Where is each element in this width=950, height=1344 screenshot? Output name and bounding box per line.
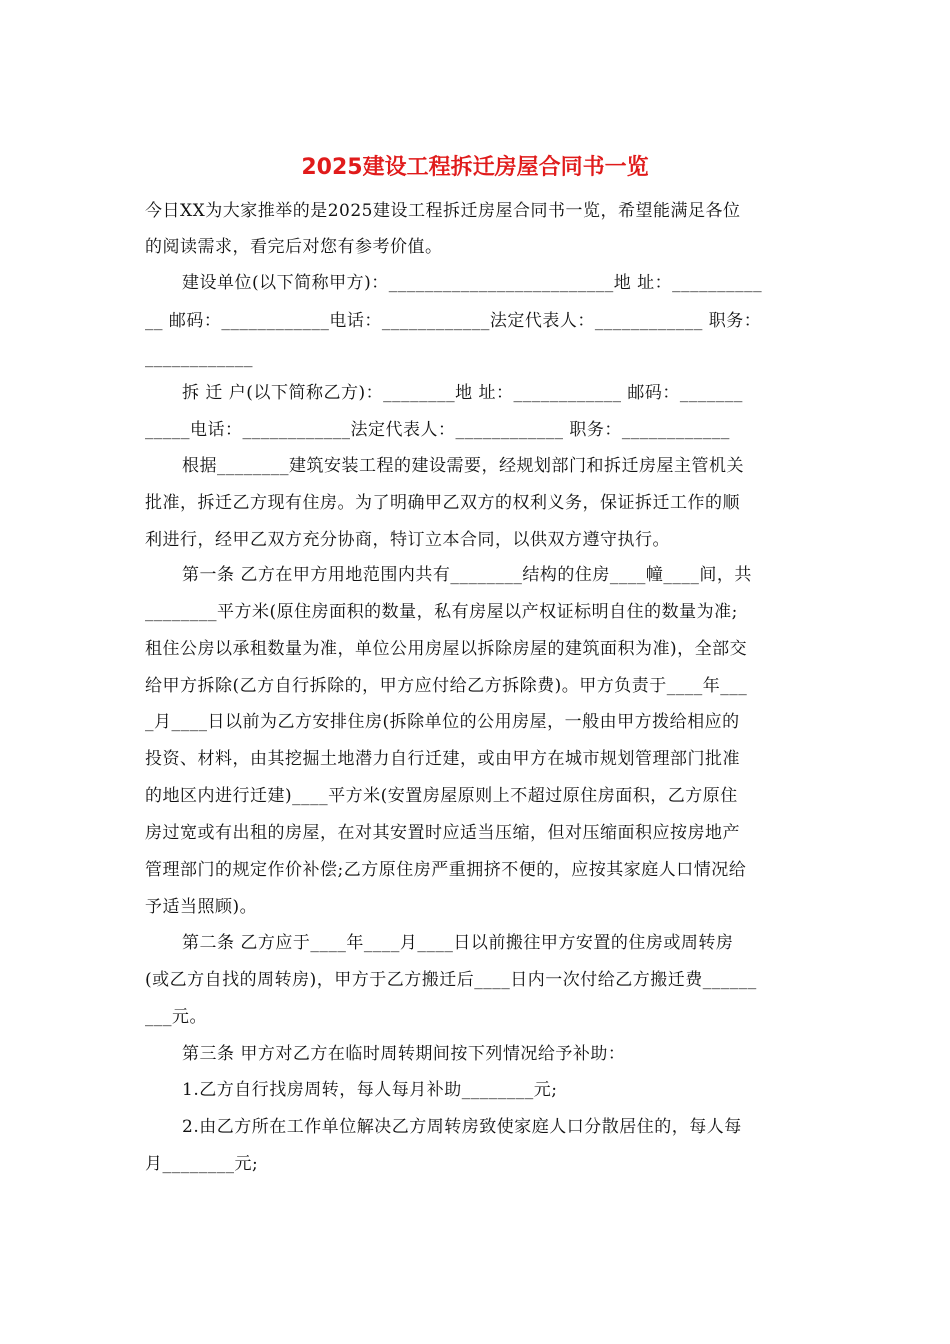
- paragraph-line: 批准，拆迁乙方现有住房。为了明确甲乙双方的权利义务，保证拆迁工作的顺: [145, 493, 740, 513]
- paragraph-line: __ 邮码：____________电话：____________法定代表人：____________ 职务：: [145, 311, 762, 331]
- paragraph-line: 拆 迁 户(以下简称乙方)：________地 址：____________ 邮码：_______: [182, 383, 743, 403]
- paragraph-line: ___元。: [145, 1007, 207, 1027]
- paragraph-line: _____电话：____________法定代表人：____________ 职务：____________: [145, 420, 730, 440]
- paragraph-line: 房过宽或有出租的房屋，在对其安置时应适当压缩，但对压缩面积应按房地产: [145, 823, 740, 843]
- paragraph-line: 第三条 甲方对乙方在临时周转期间按下列情况给予补助：: [182, 1044, 626, 1064]
- paragraph-line: 今日XX为大家推举的是2025建设工程拆迁房屋合同书一览，希望能满足各位: [145, 201, 741, 221]
- paragraph-line: ________平方米(原住房面积的数量，私有房屋以产权证标明自住的数量为准;: [145, 602, 738, 622]
- paragraph-line: 租住公房以承租数量为准，单位公用房屋以拆除房屋的建筑面积为准)，全部交: [145, 639, 748, 659]
- paragraph-line: 利进行，经甲乙双方充分协商，特订立本合同，以供双方遵守执行。: [145, 530, 670, 550]
- paragraph-line: 第一条 乙方在甲方用地范围内共有________结构的住房____幢____间，共: [182, 565, 752, 585]
- paragraph-line: 第二条 乙方应于____年____月____日以前搬往甲方安置的住房或周转房: [182, 933, 734, 953]
- paragraph-line: 根据________建筑安装工程的建设需要，经规划部门和拆迁房屋主管机关: [182, 456, 744, 476]
- paragraph-line: ____________: [145, 348, 253, 368]
- paragraph-line: 予适当照顾)。: [145, 897, 258, 917]
- paragraph-line: 给甲方拆除(乙方自行拆除的，甲方应付给乙方拆除费)。甲方负责于____年___: [145, 676, 748, 696]
- paragraph-line: 的阅读需求，看完后对您有参考价值。: [145, 237, 443, 257]
- paragraph-line: 的地区内进行迁建)____平方米(安置房屋原则上不超过原住房面积，乙方原住: [145, 786, 738, 806]
- paragraph-line: 1.乙方自行找房周转，每人每月补助________元;: [182, 1080, 558, 1100]
- paragraph-line: 月________元;: [145, 1154, 259, 1174]
- paragraph-line: 2.由乙方所在工作单位解决乙方周转房致使家庭人口分散居住的，每人每: [182, 1117, 742, 1137]
- document-title: 2025建设工程拆迁房屋合同书一览: [301, 155, 649, 180]
- paragraph-line: 建设单位(以下简称甲方)：_________________________地 址：__________: [182, 273, 763, 293]
- paragraph-line: 管理部门的规定作价补偿;乙方原住房严重拥挤不便的，应按其家庭人口情况给: [145, 860, 747, 880]
- paragraph-line: 投资、材料，由其挖掘土地潜力自行迁建，或由甲方在城市规划管理部门批准: [145, 749, 740, 769]
- paragraph-line: _月____日以前为乙方安排住房(拆除单位的公用房屋，一般由甲方拨给相应的: [145, 712, 740, 732]
- paragraph-line: (或乙方自找的周转房)，甲方于乙方搬迁后____日内一次付给乙方搬迁费______: [145, 970, 757, 990]
